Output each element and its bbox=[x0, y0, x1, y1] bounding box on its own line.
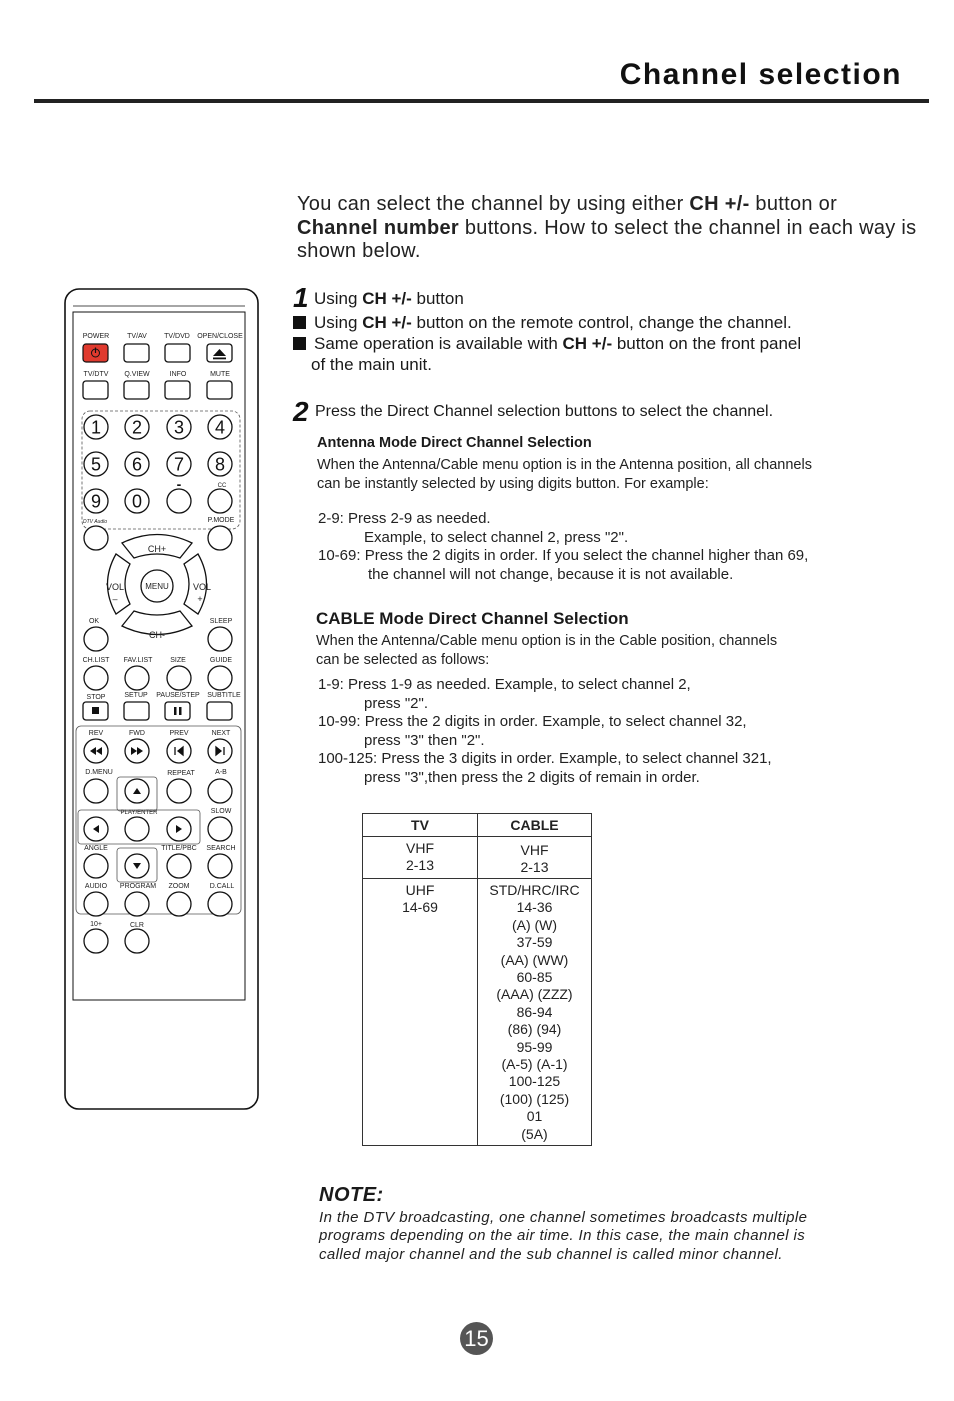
antenna-examples bbox=[318, 510, 918, 584]
cable-example-line: 1-9: Press 1-9 as needed. Example, to select channel 2, bbox=[318, 676, 691, 693]
table-cell-line: STD/HRC/IRC bbox=[489, 882, 580, 898]
repeat-button[interactable] bbox=[167, 779, 191, 803]
note-heading: NOTE: bbox=[319, 1184, 384, 1206]
label-chlist: CH.LIST bbox=[82, 657, 110, 664]
label-subtitle: SUBTITLE bbox=[207, 692, 241, 699]
table-cell-line: UHF bbox=[405, 882, 435, 898]
play-enter-button[interactable] bbox=[125, 817, 149, 841]
tvdtv-button[interactable] bbox=[83, 381, 108, 399]
label-info: INFO bbox=[169, 371, 187, 378]
label-power: POWER bbox=[82, 333, 110, 340]
step1-bullet-2: Same operation is available with CH +/- button on the front panel bbox=[293, 333, 913, 354]
bullet-square-icon bbox=[293, 337, 306, 350]
eject-icon-bar bbox=[213, 358, 226, 360]
program-button[interactable] bbox=[125, 892, 149, 916]
label-ab: A-B bbox=[215, 769, 227, 776]
ok-label: OK bbox=[88, 618, 100, 625]
digit-label: 2 bbox=[131, 417, 143, 438]
table-header-cable: CABLE bbox=[478, 814, 592, 837]
tvdvd-button[interactable] bbox=[165, 344, 190, 362]
cable-heading: CABLE Mode Direct Channel Selection bbox=[316, 609, 629, 628]
remote-control-illustration bbox=[64, 288, 259, 1110]
cable-examples bbox=[318, 676, 918, 788]
chlist-button[interactable] bbox=[84, 666, 108, 690]
step1-title: Using CH +/- button bbox=[314, 289, 464, 308]
label-tvdvd: TV/DVD bbox=[164, 333, 190, 340]
ten-plus-button[interactable] bbox=[84, 929, 108, 953]
label-program: PROGRAM bbox=[119, 883, 157, 890]
table-cell-line: 60-85 bbox=[516, 969, 553, 986]
sleep-button[interactable] bbox=[208, 627, 232, 651]
antenna-example-line: 2-9: Press 2-9 as needed. bbox=[318, 510, 491, 527]
antenna-desc-line: can be instantly selected by using digits button. For example: bbox=[317, 476, 709, 492]
digit-label: 8 bbox=[214, 454, 226, 475]
digit-label: 6 bbox=[131, 454, 143, 475]
label-angle: ANGLE bbox=[84, 845, 108, 852]
table-cell bbox=[478, 879, 592, 1146]
qview-button[interactable] bbox=[124, 381, 149, 399]
table-header-tv: TV bbox=[363, 814, 478, 837]
table-cell-line: 100-125 bbox=[508, 1073, 561, 1090]
digit-label: 4 bbox=[214, 417, 226, 438]
cable-example-line: 10-99: Press the 2 digits in order. Example, to select channel 32, bbox=[318, 713, 747, 731]
table-cell-line: (AA) (WW) bbox=[500, 951, 569, 968]
label-rev: REV bbox=[88, 730, 104, 737]
table-cell-line: (A-5) (A-1) bbox=[501, 1056, 568, 1073]
table-cell-line: (100) (125) bbox=[499, 1090, 570, 1107]
table-cell-line: (5A) bbox=[521, 1125, 548, 1142]
antenna-heading: Antenna Mode Direct Channel Selection bbox=[317, 435, 592, 451]
table-cell-line: 2-13 bbox=[405, 857, 435, 874]
table-cell-line: VHF bbox=[406, 840, 434, 856]
label-guide: GUIDE bbox=[209, 657, 233, 664]
label-favlist: FAV.LIST bbox=[123, 657, 153, 664]
guide-button[interactable] bbox=[208, 666, 232, 690]
note-body: In the DTV broadcasting, one channel sometimes broadcasts multiple programs depending on the air time. In this case, the main channel is called major channel and the sub channel is called minor channel. bbox=[319, 1209, 808, 1263]
label-repeat: REPEAT bbox=[167, 770, 195, 777]
label-setup: SETUP bbox=[124, 692, 148, 699]
page-title: Channel selection bbox=[619, 58, 902, 91]
label-ten-plus: 10+ bbox=[90, 921, 102, 928]
antenna-example-line: 10-69: Press the 2 digits in order. If you select the channel higher than 69, bbox=[318, 547, 809, 565]
cable-desc-line: When the Antenna/Cable menu option is in the Cable position, channels bbox=[316, 633, 778, 649]
pause-icon-bar bbox=[179, 707, 182, 715]
antenna-description bbox=[317, 456, 917, 494]
stop-icon bbox=[92, 707, 99, 714]
subtitle-button[interactable] bbox=[207, 702, 232, 720]
vol-label-left: VOL bbox=[105, 582, 125, 592]
channel-table bbox=[362, 813, 592, 1146]
mute-button[interactable] bbox=[207, 381, 232, 399]
cable-example-line: press "3",then press the 2 digits of remain in order. bbox=[364, 768, 700, 786]
table-cell-line: 01 bbox=[526, 1108, 543, 1125]
antenna-example-line: the channel will not change, because it is not available. bbox=[368, 565, 734, 583]
dash-button[interactable] bbox=[167, 489, 191, 513]
label-dcall: D.CALL bbox=[209, 883, 235, 890]
cc-label: CC bbox=[217, 483, 227, 489]
antenna-example-line: Example, to select channel 2, press "2". bbox=[364, 528, 629, 546]
dcall-button[interactable] bbox=[208, 892, 232, 916]
label-tvdtv: TV/DTV bbox=[83, 371, 109, 378]
step-number-1: 1 bbox=[293, 282, 309, 313]
pmode-label: P.MODE bbox=[207, 517, 235, 524]
label-fwd: FWD bbox=[129, 730, 145, 737]
cable-example-line: press "2". bbox=[364, 694, 429, 712]
cable-example-line: press "3" then "2". bbox=[364, 731, 485, 749]
dtv-audio-button[interactable] bbox=[84, 526, 108, 550]
label-zoom: ZOOM bbox=[168, 883, 190, 890]
table-cell-line: (86) (94) bbox=[507, 1021, 562, 1038]
favlist-button[interactable] bbox=[125, 666, 149, 690]
table-cell bbox=[363, 837, 478, 879]
label-size: SIZE bbox=[170, 657, 186, 664]
cable-description bbox=[316, 632, 916, 670]
step1-bullet-2-cont: of the main unit. bbox=[311, 355, 432, 374]
label-audio: AUDIO bbox=[84, 883, 108, 890]
slow-button[interactable] bbox=[208, 817, 232, 841]
pause-step-button[interactable] bbox=[165, 702, 190, 720]
digit-label: 9 bbox=[90, 491, 102, 512]
vol-label-right: VOL bbox=[192, 582, 212, 592]
digit-label: 0 bbox=[131, 491, 143, 512]
title-pbc-button[interactable] bbox=[167, 854, 191, 878]
label-slow: SLOW bbox=[210, 808, 232, 815]
zoom-button[interactable] bbox=[167, 892, 191, 916]
digit-label: 5 bbox=[90, 454, 102, 475]
tvav-button[interactable] bbox=[124, 344, 149, 362]
table-cell bbox=[363, 879, 478, 1146]
page-number: 15 bbox=[460, 1322, 493, 1355]
table-cell-line: 14-69 bbox=[402, 899, 438, 916]
step2-title: Press the Direct Channel selection buttons to select the channel. bbox=[315, 403, 774, 420]
table-cell-line: 14-36 bbox=[516, 899, 553, 916]
label-search: SEARCH bbox=[206, 845, 236, 852]
step1-bullets bbox=[293, 312, 913, 375]
dtv-audio-label: DTV Audio bbox=[83, 519, 107, 525]
label-mute: MUTE bbox=[210, 371, 230, 378]
table-cell bbox=[478, 837, 592, 879]
pmode-button[interactable] bbox=[208, 526, 232, 550]
digit-label: 7 bbox=[173, 454, 185, 475]
audio-button[interactable] bbox=[84, 892, 108, 916]
label-prev: PREV bbox=[169, 730, 189, 737]
intro-paragraph: You can select the channel by using either CH +/- button or Channel number buttons. How to select the channel in each way is shown below. bbox=[297, 193, 917, 262]
info-button[interactable] bbox=[165, 381, 190, 399]
label-clr: CLR bbox=[129, 922, 145, 929]
table-cell-line: (A) (W) bbox=[511, 916, 558, 933]
header-rule bbox=[34, 99, 929, 103]
label-title-pbc: TITLE/PBC bbox=[161, 845, 197, 852]
table-cell-line: 86-94 bbox=[516, 1003, 553, 1020]
size-button[interactable] bbox=[167, 666, 191, 690]
label-play-enter: PLAY/ENTER bbox=[120, 810, 158, 816]
ch-plus-label: CH+ bbox=[147, 544, 167, 554]
vol-plus-label: + bbox=[197, 594, 203, 604]
clr-button[interactable] bbox=[125, 929, 149, 953]
label-next: NEXT bbox=[211, 730, 231, 737]
table-cell-line: (AAA) (ZZZ) bbox=[496, 986, 573, 1003]
dash-label: - bbox=[176, 476, 182, 492]
digit-label: 3 bbox=[173, 417, 185, 438]
search-button[interactable] bbox=[208, 854, 232, 878]
setup-button[interactable] bbox=[124, 702, 149, 720]
ab-button[interactable] bbox=[208, 779, 232, 803]
label-stop: STOP bbox=[86, 694, 106, 701]
label-pause-step: PAUSE/STEP bbox=[156, 692, 200, 699]
pause-icon bbox=[174, 707, 177, 715]
label-tvav: TV/AV bbox=[127, 333, 147, 340]
table-cell-line: 37-59 bbox=[516, 934, 553, 951]
label-open-close: OPEN/CLOSE bbox=[197, 333, 243, 340]
vol-minus-label: – bbox=[112, 594, 118, 604]
step-number-2: 2 bbox=[293, 396, 309, 427]
menu-label: MENU bbox=[145, 582, 169, 591]
ok-button[interactable] bbox=[84, 627, 108, 651]
cc-button[interactable] bbox=[208, 489, 232, 513]
cable-desc-line: can be selected as follows: bbox=[316, 652, 490, 668]
dmenu-button[interactable] bbox=[84, 779, 108, 803]
label-dmenu: D.MENU bbox=[85, 769, 113, 776]
bullet-square-icon bbox=[293, 316, 306, 329]
antenna-desc-line: When the Antenna/Cable menu option is in the Antenna position, all channels bbox=[317, 457, 812, 473]
step1-bullet-1: Using CH +/- button on the remote control, change the channel. bbox=[293, 312, 913, 333]
label-qview: Q.VIEW bbox=[124, 371, 150, 378]
cable-example-line: 100-125: Press the 3 digits in order. Example, to select channel 321, bbox=[318, 750, 772, 768]
table-cell-line: 95-99 bbox=[516, 1038, 553, 1055]
sleep-label: SLEEP bbox=[209, 618, 233, 625]
table-cell-line: VHF bbox=[520, 842, 549, 858]
angle-button[interactable] bbox=[84, 854, 108, 878]
ch-minus-label: CH- bbox=[149, 630, 165, 640]
digit-label: 1 bbox=[90, 417, 102, 438]
table-cell-line: 2-13 bbox=[520, 859, 549, 876]
